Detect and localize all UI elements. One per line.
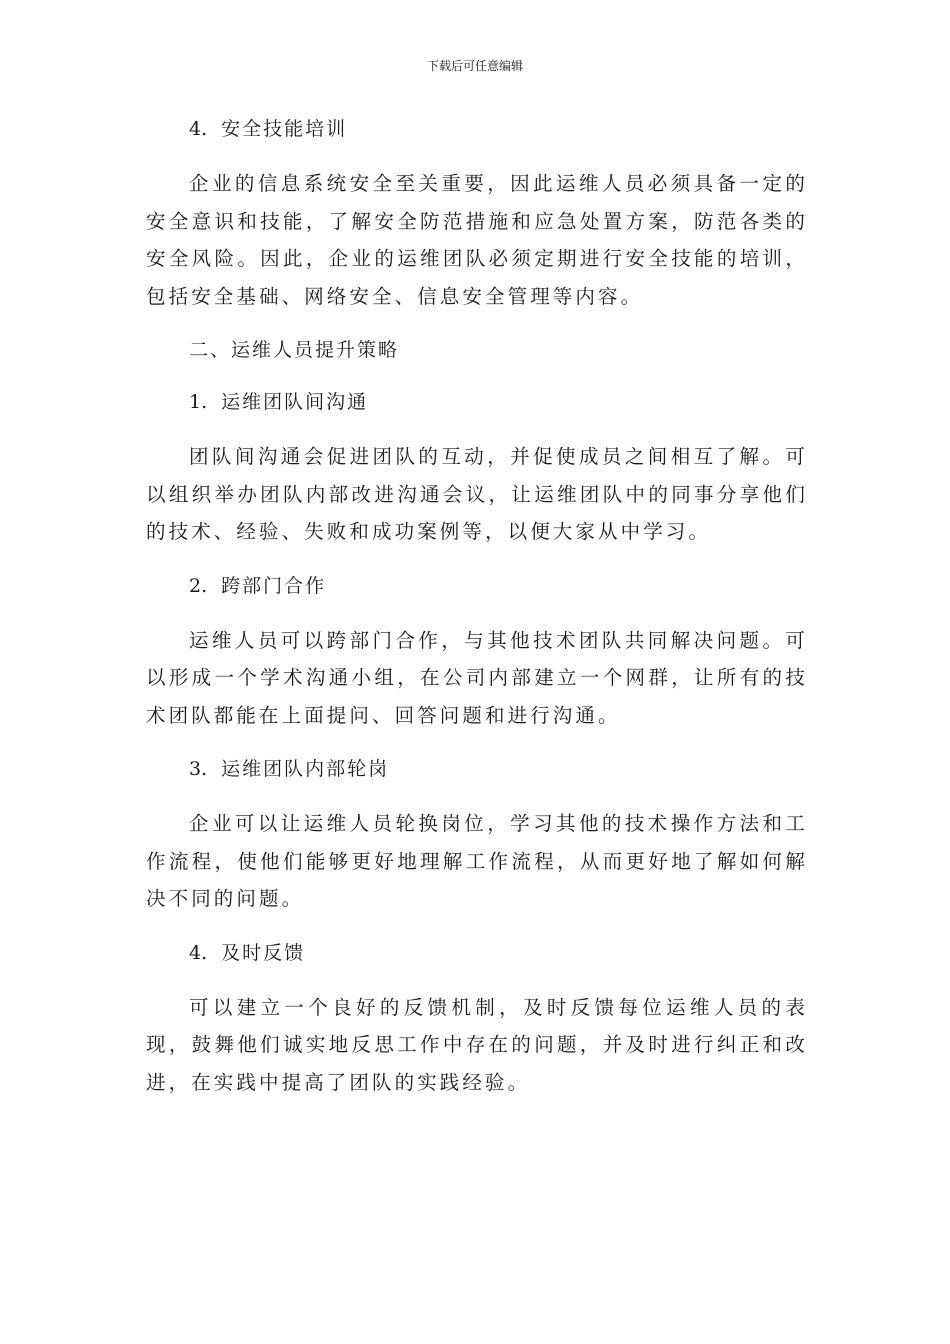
paragraph-security-training: 企业的信息系统安全至关重要，因此运维人员必须具备一定的安全意识和技能，了解安全防范措施和应急处置方案，防范各类的安全风险。因此，企业的运维团队必须定期进行安全技能的培训，包括安全基础、网络安全、信息安全管理等内容。 — [146, 172, 808, 308]
paragraph-team-communication: 团队间沟通会促进团队的互动，并促使成员之间相互了解。可以组织举办团队内部改进沟通会议，让运维团队中的同事分享他们的技术、经验、失败和成功案例等，以便大家从中学习。 — [146, 445, 808, 543]
heading-number: 3. — [189, 758, 208, 780]
heading-job-rotation — [146, 752, 808, 786]
heading-timely-feedback — [146, 936, 808, 970]
paragraph-cross-department: 运维人员可以跨部门合作，与其他技术团队共同解决问题。可以形成一个学术沟通小组，在公司内部建立一个网群，让所有的技术团队都能在上面提问、回答问题和进行沟通。 — [146, 628, 808, 727]
heading-title: 及时反馈 — [221, 941, 306, 964]
heading-title: 安全技能培训 — [221, 118, 348, 140]
page-header: 下载后可任意编辑 — [426, 59, 523, 73]
heading-cross-department — [146, 569, 808, 603]
heading-number: 1. — [189, 391, 208, 413]
section-heading-strategy: 二、运维人员提升策略 — [189, 339, 400, 361]
heading-number: 4. — [189, 941, 208, 964]
heading-security-training — [146, 112, 808, 146]
heading-number: 4. — [189, 118, 208, 140]
heading-number: 2. — [189, 574, 208, 597]
heading-title: 运维团队间沟通 — [221, 391, 369, 413]
heading-title: 运维团队内部轮岗 — [221, 758, 390, 780]
heading-title: 跨部门合作 — [221, 574, 327, 597]
heading-team-communication — [146, 385, 808, 419]
paragraph-timely-feedback: 可以建立一个良好的反馈机制，及时反馈每位运维人员的表现，鼓舞他们诚实地反思工作中存在的问题，并及时进行纠正和改进，在实践中提高了团队的实践经验。 — [146, 995, 808, 1094]
document-body — [146, 112, 808, 1119]
paragraph-job-rotation: 企业可以让运维人员轮换岗位，学习其他的技术操作方法和工作流程，使他们能够更好地理解工作流程，从而更好地了解如何解决不同的问题。 — [146, 812, 808, 910]
